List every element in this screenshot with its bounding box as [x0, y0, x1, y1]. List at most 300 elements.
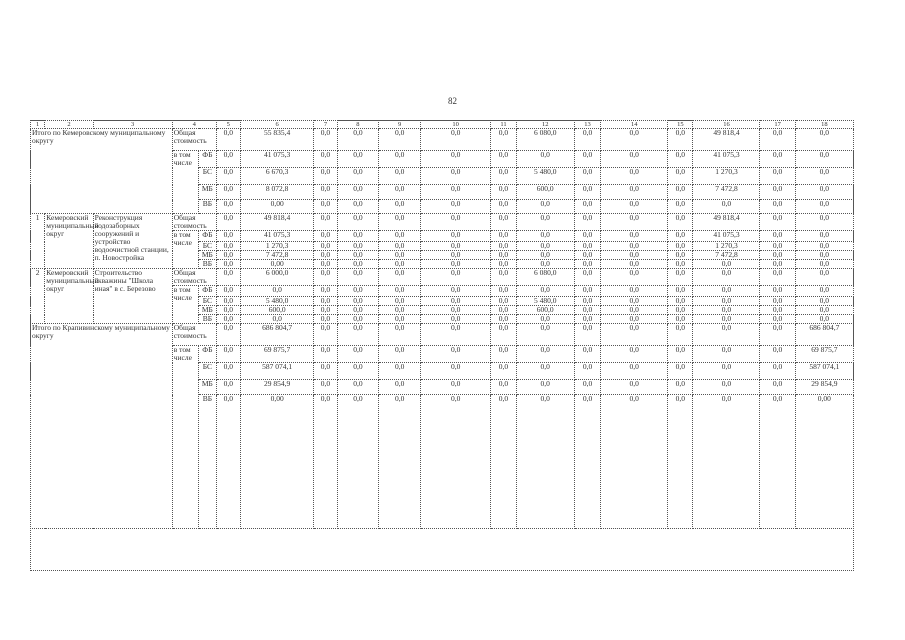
value-cell: 0,0 — [216, 242, 240, 251]
value-cell: 0,0 — [516, 315, 574, 324]
value-cell: 0,0 — [760, 129, 795, 151]
value-cell: 0,0 — [760, 214, 795, 231]
value-cell: 0,0 — [491, 363, 516, 380]
value-cell: 0,0 — [760, 168, 795, 185]
value-cell: 587 074,1 — [240, 363, 314, 380]
total-cost-label: Общая стоимость — [172, 129, 216, 151]
value-cell: 0,0 — [795, 269, 853, 286]
value-cell: 0,0 — [216, 168, 240, 185]
value-cell: 0,0 — [314, 168, 337, 185]
value-cell: 0,0 — [795, 286, 853, 297]
column-number-cell: 3 — [93, 121, 172, 129]
value-cell: 0,0 — [693, 363, 760, 380]
value-cell: 0,0 — [491, 231, 516, 242]
total-row — [31, 129, 854, 151]
value-cell: 0,0 — [574, 363, 600, 380]
funding-source: ФБ — [199, 346, 217, 363]
value-cell: 0,0 — [216, 231, 240, 242]
value-cell: 41 075,3 — [240, 151, 314, 168]
value-cell: 0,0 — [601, 231, 668, 242]
value-cell: 0,0 — [668, 363, 693, 380]
value-cell: 0,0 — [314, 151, 337, 168]
value-cell: 0,0 — [314, 315, 337, 324]
value-cell: 6 670,3 — [240, 168, 314, 185]
value-cell: 0,0 — [314, 242, 337, 251]
column-number-cell: 17 — [760, 121, 795, 129]
value-cell: 0,0 — [379, 185, 421, 200]
value-cell: 0,0 — [693, 200, 760, 214]
value-cell: 49 818,4 — [693, 214, 760, 231]
value-cell: 0,0 — [668, 297, 693, 306]
funding-source: ВБ — [199, 395, 217, 529]
value-cell: 0,0 — [601, 363, 668, 380]
value-cell: 0,0 — [421, 269, 491, 286]
value-cell: 0,0 — [337, 214, 379, 231]
value-cell: 600,0 — [516, 185, 574, 200]
value-cell: 0,0 — [601, 185, 668, 200]
value-cell: 0,0 — [314, 231, 337, 242]
value-cell: 5 480,0 — [516, 297, 574, 306]
value-cell: 0,0 — [216, 129, 240, 151]
value-cell: 0,0 — [421, 200, 491, 214]
value-cell: 0,0 — [795, 315, 853, 324]
value-cell: 0,0 — [491, 297, 516, 306]
value-cell: 0,0 — [516, 231, 574, 242]
value-cell: 0,0 — [314, 185, 337, 200]
value-cell: 0,0 — [516, 324, 574, 346]
value-cell: 0,0 — [601, 251, 668, 260]
value-cell: 0,0 — [601, 324, 668, 346]
value-cell: 0,0 — [337, 380, 379, 395]
value-cell: 0,0 — [379, 297, 421, 306]
value-cell: 69 875,7 — [240, 346, 314, 363]
column-number-cell: 13 — [574, 121, 600, 129]
value-cell: 0,0 — [314, 380, 337, 395]
value-cell: 0,0 — [491, 200, 516, 214]
value-cell: 0,0 — [795, 251, 853, 260]
value-cell: 0,0 — [668, 306, 693, 315]
funding-source: МБ — [199, 185, 217, 200]
value-cell: 0,0 — [337, 185, 379, 200]
entity-name: Кемеровский муниципальный округ — [45, 214, 93, 269]
value-cell: 0,0 — [491, 260, 516, 269]
value-cell: 0,0 — [601, 380, 668, 395]
value-cell: 0,0 — [516, 214, 574, 231]
value-cell: 0,0 — [693, 346, 760, 363]
value-cell: 0,0 — [216, 380, 240, 395]
value-cell: 0,0 — [314, 251, 337, 260]
value-cell: 0,0 — [574, 185, 600, 200]
column-number-cell: 7 — [314, 121, 337, 129]
value-cell: 0,0 — [574, 151, 600, 168]
project-name: Реконструкция водозаборных сооружений и устройство водоочистной станции, п. Новостройка — [93, 214, 172, 269]
value-cell: 0,0 — [216, 185, 240, 200]
value-cell: 7 472,8 — [240, 251, 314, 260]
value-cell: 0,0 — [379, 168, 421, 185]
value-cell: 686 804,7 — [795, 324, 853, 346]
value-cell: 0,0 — [516, 260, 574, 269]
row-number: 2 — [31, 269, 45, 324]
column-number-cell: 2 — [45, 121, 93, 129]
value-cell: 0,0 — [421, 363, 491, 380]
value-cell: 1 270,3 — [240, 242, 314, 251]
value-cell: 0,0 — [337, 242, 379, 251]
value-cell: 0,0 — [337, 315, 379, 324]
value-cell: 0,0 — [491, 214, 516, 231]
funding-source: БС — [199, 242, 217, 251]
column-number-cell: 8 — [337, 121, 379, 129]
value-cell: 0,0 — [574, 297, 600, 306]
value-cell: 1 270,3 — [693, 242, 760, 251]
value-cell: 6 080,0 — [516, 269, 574, 286]
value-cell: 0,0 — [574, 395, 600, 529]
value-cell: 41 075,3 — [240, 231, 314, 242]
value-cell: 587 074,1 — [795, 363, 853, 380]
value-cell: 0,0 — [337, 324, 379, 346]
in-that-label: в том числе — [172, 346, 198, 529]
value-cell: 0,0 — [421, 260, 491, 269]
value-cell: 0,0 — [693, 315, 760, 324]
column-number-cell: 12 — [516, 121, 574, 129]
total-row — [31, 269, 854, 286]
in-that-label: в том числе — [172, 151, 198, 214]
value-cell: 0,0 — [516, 200, 574, 214]
value-cell: 0,0 — [574, 231, 600, 242]
value-cell: 0,0 — [668, 231, 693, 242]
value-cell: 0,0 — [216, 315, 240, 324]
section-total-title: Итого по Крапивинскому муниципальному округу — [31, 324, 173, 529]
value-cell: 0,0 — [491, 251, 516, 260]
funding-source: МБ — [199, 251, 217, 260]
value-cell: 0,0 — [760, 242, 795, 251]
value-cell: 0,0 — [216, 395, 240, 529]
value-cell: 0,0 — [693, 260, 760, 269]
section-total-title: Итого по Кемеровскому муниципальному округу — [31, 129, 173, 214]
value-cell: 0,0 — [574, 260, 600, 269]
value-cell: 0,0 — [337, 168, 379, 185]
value-cell: 0,0 — [693, 297, 760, 306]
value-cell: 0,0 — [760, 306, 795, 315]
value-cell: 0,0 — [216, 200, 240, 214]
value-cell: 0,0 — [421, 306, 491, 315]
value-cell: 49 818,4 — [240, 214, 314, 231]
value-cell: 0,0 — [693, 395, 760, 529]
value-cell: 0,0 — [760, 346, 795, 363]
value-cell: 0,0 — [421, 242, 491, 251]
value-cell: 0,0 — [421, 185, 491, 200]
value-cell: 0,0 — [337, 231, 379, 242]
value-cell: 0,0 — [379, 363, 421, 380]
value-cell: 0,0 — [379, 214, 421, 231]
value-cell: 0,0 — [668, 251, 693, 260]
value-cell: 0,0 — [601, 168, 668, 185]
column-number-cell: 5 — [216, 121, 240, 129]
value-cell: 0,0 — [795, 214, 853, 231]
value-cell: 0,0 — [421, 214, 491, 231]
value-cell: 0,0 — [795, 151, 853, 168]
value-cell: 0,0 — [421, 231, 491, 242]
column-number-cell: 14 — [601, 121, 668, 129]
value-cell: 0,0 — [601, 395, 668, 529]
value-cell: 0,0 — [516, 251, 574, 260]
value-cell: 0,0 — [379, 231, 421, 242]
value-cell: 600,0 — [516, 306, 574, 315]
value-cell: 0,0 — [421, 395, 491, 529]
value-cell: 0,0 — [491, 315, 516, 324]
value-cell: 29 854,9 — [240, 380, 314, 395]
column-number-cell: 10 — [421, 121, 491, 129]
value-cell: 0,0 — [693, 286, 760, 297]
value-cell: 0,0 — [216, 297, 240, 306]
project-name: Строительство скважины "Школа иная" в с. Березово — [93, 269, 172, 324]
value-cell: 0,0 — [795, 242, 853, 251]
value-cell: 0,0 — [337, 297, 379, 306]
value-cell: 6 080,0 — [516, 129, 574, 151]
value-cell: 0,00 — [240, 395, 314, 529]
value-cell: 0,0 — [601, 297, 668, 306]
value-cell: 0,0 — [337, 346, 379, 363]
value-cell: 0,0 — [516, 395, 574, 529]
value-cell: 0,0 — [574, 269, 600, 286]
value-cell: 0,0 — [421, 129, 491, 151]
value-cell: 0,0 — [379, 306, 421, 315]
value-cell: 0,0 — [491, 269, 516, 286]
value-cell: 0,0 — [601, 315, 668, 324]
value-cell: 0,0 — [574, 286, 600, 297]
value-cell: 0,0 — [421, 251, 491, 260]
value-cell: 0,0 — [379, 251, 421, 260]
value-cell: 0,0 — [314, 214, 337, 231]
value-cell: 0,0 — [379, 260, 421, 269]
value-cell: 0,0 — [760, 260, 795, 269]
value-cell: 0,0 — [601, 260, 668, 269]
value-cell: 0,0 — [668, 346, 693, 363]
value-cell: 0,0 — [491, 129, 516, 151]
column-number-cell: 16 — [693, 121, 760, 129]
total-cost-label: Общая стоимость — [172, 324, 216, 346]
value-cell: 55 835,4 — [240, 129, 314, 151]
funding-source: БС — [199, 363, 217, 380]
value-cell: 0,0 — [601, 269, 668, 286]
total-cost-label: Общая стоимость — [172, 269, 216, 286]
in-that-label: в том числе — [172, 231, 198, 269]
value-cell: 0,0 — [216, 346, 240, 363]
value-cell: 0,0 — [668, 324, 693, 346]
value-cell: 0,0 — [795, 231, 853, 242]
value-cell: 0,0 — [693, 324, 760, 346]
value-cell: 0,0 — [601, 286, 668, 297]
value-cell: 0,0 — [314, 363, 337, 380]
funding-source: ФБ — [199, 231, 217, 242]
value-cell: 8 072,8 — [240, 185, 314, 200]
value-cell: 0,0 — [491, 324, 516, 346]
value-cell: 0,0 — [337, 395, 379, 529]
value-cell: 0,0 — [216, 306, 240, 315]
value-cell: 0,0 — [668, 151, 693, 168]
value-cell: 0,0 — [574, 346, 600, 363]
value-cell: 0,0 — [421, 297, 491, 306]
value-cell: 0,0 — [574, 129, 600, 151]
value-cell: 0,00 — [240, 200, 314, 214]
value-cell: 0,0 — [760, 200, 795, 214]
value-cell: 0,0 — [216, 363, 240, 380]
value-cell: 0,0 — [668, 242, 693, 251]
value-cell: 0,0 — [668, 129, 693, 151]
value-cell: 0,0 — [216, 324, 240, 346]
value-cell: 5 480,0 — [516, 168, 574, 185]
value-cell: 0,0 — [668, 395, 693, 529]
value-cell: 69 875,7 — [795, 346, 853, 363]
value-cell: 0,0 — [601, 151, 668, 168]
value-cell: 0,0 — [491, 380, 516, 395]
value-cell: 0,0 — [516, 286, 574, 297]
value-cell: 0,0 — [491, 151, 516, 168]
value-cell: 0,0 — [795, 200, 853, 214]
value-cell: 0,0 — [337, 269, 379, 286]
total-cost-label: Общая стоимость — [172, 214, 216, 231]
value-cell: 0,0 — [491, 346, 516, 363]
value-cell: 0,0 — [693, 269, 760, 286]
column-number-cell: 18 — [795, 121, 853, 129]
value-cell: 0,0 — [516, 380, 574, 395]
value-cell: 0,0 — [601, 306, 668, 315]
column-number-cell: 4 — [172, 121, 216, 129]
value-cell: 0,0 — [240, 315, 314, 324]
value-cell: 686 804,7 — [240, 324, 314, 346]
funding-source: МБ — [199, 380, 217, 395]
value-cell: 0,0 — [240, 286, 314, 297]
value-cell: 0,0 — [337, 286, 379, 297]
value-cell: 0,0 — [216, 269, 240, 286]
value-cell: 41 075,3 — [693, 151, 760, 168]
value-cell: 7 472,8 — [693, 251, 760, 260]
value-cell: 0,0 — [337, 260, 379, 269]
value-cell: 0,0 — [216, 214, 240, 231]
value-cell: 0,0 — [491, 185, 516, 200]
funding-source: ВБ — [199, 315, 217, 324]
column-number-cell: 15 — [668, 121, 693, 129]
value-cell: 0,0 — [760, 324, 795, 346]
value-cell: 0,0 — [574, 200, 600, 214]
entity-name: Кемеровский муниципальный округ — [45, 269, 93, 324]
funding-source: МБ — [199, 306, 217, 315]
value-cell: 0,0 — [760, 380, 795, 395]
value-cell: 0,0 — [668, 380, 693, 395]
value-cell: 29 854,9 — [795, 380, 853, 395]
value-cell: 0,0 — [601, 346, 668, 363]
value-cell: 0,0 — [314, 200, 337, 214]
column-number-cell: 6 — [240, 121, 314, 129]
value-cell: 0,0 — [379, 395, 421, 529]
value-cell: 0,0 — [601, 200, 668, 214]
total-row — [31, 214, 854, 231]
budget-table-sheet — [30, 120, 854, 571]
value-cell: 0,0 — [795, 306, 853, 315]
value-cell: 0,0 — [421, 315, 491, 324]
value-cell: 41 075,3 — [693, 231, 760, 242]
value-cell: 0,0 — [314, 269, 337, 286]
value-cell: 0,0 — [795, 129, 853, 151]
value-cell: 0,0 — [760, 151, 795, 168]
value-cell: 0,0 — [516, 242, 574, 251]
value-cell: 0,0 — [516, 151, 574, 168]
value-cell: 0,0 — [314, 286, 337, 297]
value-cell: 0,0 — [337, 200, 379, 214]
funding-source: ФБ — [199, 151, 217, 168]
column-number-cell: 11 — [491, 121, 516, 129]
value-cell: 49 818,4 — [693, 129, 760, 151]
value-cell: 0,0 — [574, 168, 600, 185]
value-cell: 0,0 — [421, 346, 491, 363]
value-cell: 0,0 — [574, 380, 600, 395]
value-cell: 0,00 — [795, 395, 853, 529]
value-cell: 0,0 — [379, 269, 421, 286]
value-cell: 0,0 — [601, 129, 668, 151]
value-cell: 0,0 — [216, 286, 240, 297]
value-cell: 0,0 — [337, 151, 379, 168]
value-cell: 0,0 — [668, 214, 693, 231]
value-cell: 0,0 — [574, 324, 600, 346]
value-cell: 0,0 — [516, 346, 574, 363]
value-cell: 0,0 — [574, 251, 600, 260]
value-cell: 0,0 — [668, 260, 693, 269]
value-cell: 0,0 — [216, 260, 240, 269]
value-cell: 0,0 — [314, 297, 337, 306]
value-cell: 600,0 — [240, 306, 314, 315]
value-cell: 0,0 — [421, 286, 491, 297]
funding-source: ФБ — [199, 286, 217, 297]
value-cell: 0,0 — [601, 214, 668, 231]
value-cell: 0,0 — [795, 185, 853, 200]
value-cell: 0,0 — [379, 380, 421, 395]
value-cell: 0,0 — [760, 363, 795, 380]
value-cell: 0,0 — [760, 395, 795, 529]
value-cell: 0,0 — [574, 214, 600, 231]
total-row — [31, 324, 854, 346]
value-cell: 0,0 — [314, 260, 337, 269]
value-cell: 0,0 — [760, 231, 795, 242]
funding-source: БС — [199, 297, 217, 306]
value-cell: 6 000,0 — [240, 269, 314, 286]
value-cell: 0,0 — [693, 380, 760, 395]
value-cell: 0,0 — [337, 363, 379, 380]
value-cell: 0,0 — [337, 251, 379, 260]
value-cell: 0,0 — [491, 168, 516, 185]
value-cell: 0,0 — [601, 242, 668, 251]
value-cell: 0,0 — [216, 251, 240, 260]
funding-source: ВБ — [199, 200, 217, 214]
value-cell: 0,0 — [379, 346, 421, 363]
value-cell: 0,0 — [421, 151, 491, 168]
value-cell: 0,0 — [668, 200, 693, 214]
row-number: 1 — [31, 214, 45, 269]
value-cell: 1 270,3 — [693, 168, 760, 185]
value-cell: 0,0 — [421, 324, 491, 346]
value-cell: 0,0 — [516, 363, 574, 380]
value-cell: 0,0 — [760, 251, 795, 260]
value-cell: 7 472,8 — [693, 185, 760, 200]
value-cell: 0,0 — [314, 129, 337, 151]
value-cell: 0,0 — [668, 269, 693, 286]
value-cell: 0,0 — [379, 242, 421, 251]
column-number-cell: 1 — [31, 121, 45, 129]
column-number-cell: 9 — [379, 121, 421, 129]
value-cell: 5 480,0 — [240, 297, 314, 306]
value-cell: 0,0 — [693, 306, 760, 315]
value-cell: 0,0 — [760, 185, 795, 200]
value-cell: 0,0 — [314, 306, 337, 315]
value-cell: 0,0 — [314, 395, 337, 529]
